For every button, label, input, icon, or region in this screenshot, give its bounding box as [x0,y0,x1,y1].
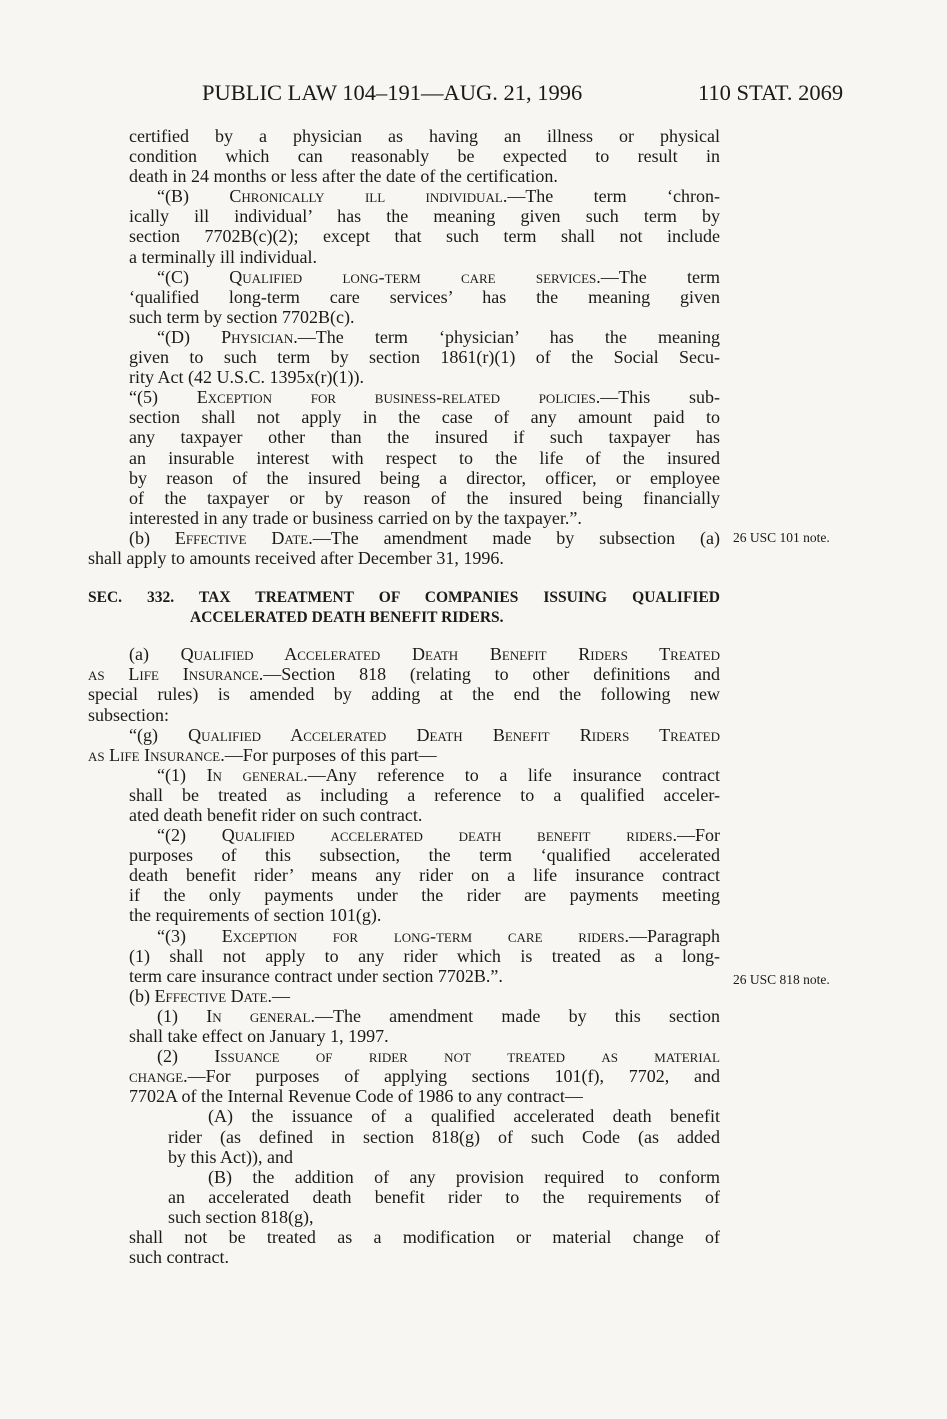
text-run: .—The term [596,266,720,287]
text-line: death benefit rider’ means any rider on a life insurance contract [129,865,720,886]
closing-paragraph [88,1227,720,1267]
text-line: by reason of the insured being a director, officer, or employee [129,467,720,488]
enum: “(g) [129,724,189,745]
text-line: (A) the issuance of a qualified accelerated death benefit [208,1106,720,1127]
text-run: .—Paragraph [624,925,720,946]
subsection-heading: Chronically ill individual [229,186,503,207]
subsection-heading: Exception for business-related policies [196,387,596,408]
text-line [129,825,720,845]
subsection-heading: Issuance of rider not treated as material [214,1046,720,1067]
text-line [88,528,720,548]
text-run: .—Any reference to a life insurance contract [303,764,720,785]
subsection-heading: Effective Date [174,527,309,548]
paragraph-g3-exception [88,926,720,986]
text-line: death in 24 months or less after the date of the certification. [129,166,558,187]
text-line: shall be treated as including a reference to a qualified acceler- [129,784,720,805]
text-line: such section 818(g), [168,1206,314,1227]
text-line [88,1006,720,1026]
subsection-heading: change [129,1066,184,1087]
text-line: section shall not apply in the case of any amount paid to [129,407,720,428]
text-line: by this Act)), and [168,1146,293,1167]
text-line: of the taxpayer or by reason of the insured being financially [129,487,720,508]
main-text [88,126,720,1267]
text-line: an insurable interest with respect to the life of the insured [129,447,720,468]
subparagraph-B [88,1167,720,1227]
text-line [88,664,720,684]
text-line: an accelerated death benefit rider to the requirements of [168,1186,720,1207]
text-line [129,986,720,1006]
text-line: certified by a physician as having an illness or physical [129,126,720,146]
text-line [129,267,720,287]
enum: (b) [129,527,175,548]
text-line: 7702A of the Internal Revenue Code of 1986 to any contract— [129,1086,583,1107]
text-line: if the only payments under the rider are payments meeting [129,885,720,906]
spacer [88,628,720,644]
subsection-heading: Qualified Accelerated Death Benefit Riders Treated [188,724,720,745]
subsection-heading: Qualified long-term care services [229,266,597,287]
paragraph-g-riders [88,725,720,765]
text-line: any taxpayer other than the insured if such taxpayer has [129,427,720,448]
text-line [129,186,720,206]
text-line: condition which can reasonably be expected to result in [129,146,720,167]
paragraph-a-riders [88,644,720,724]
paragraph-g2-qualified-riders [88,825,720,925]
spacer [88,568,720,588]
text-line [88,725,720,745]
text-line: ically ill individual’ has the meaning given such term by [129,206,720,227]
section-heading-line: SEC. 332. TAX TREATMENT OF COMPANIES ISSUING QUALIFIED [88,589,720,607]
text-line: rity Act (42 U.S.C. 1395x(r)(1)). [129,367,364,388]
margin-note-818: 26 USC 818 note. [733,972,830,987]
enum: (2) [157,1046,215,1067]
text-line: interested in any trade or business carried on by the taxpayer.”. [129,507,582,528]
text-line: ‘qualified long-term care services’ has the meaning given [129,286,720,307]
subsection-heading: as Life Insurance [88,744,221,765]
paragraph-g1-in-general [88,765,720,825]
continuation-paragraph [88,126,720,186]
enum: “(2) [157,825,222,846]
text-line [88,1066,720,1086]
text-line [129,387,720,407]
subsection-heading: Physician [221,326,294,347]
paragraph-C-long-term-care [88,267,720,327]
text-line: the requirements of section 101(g). [129,905,382,926]
text-line: rider (as defined in section 818(g) of such Code (as added [168,1126,720,1147]
subsection-heading: Qualified Accelerated Death Benefit Riders Treated [180,644,720,665]
section-heading-line: ACCELERATED DEATH BENEFIT RIDERS. [190,609,504,627]
text-line [88,644,720,664]
paragraph-b1-in-general [88,1006,720,1046]
section-heading [88,588,720,628]
text-line: purposes of this subsection, the term ‘qualified accelerated [129,845,720,866]
enum: “(5) [129,387,197,408]
text-line [129,327,720,347]
subparagraph-A [88,1106,720,1166]
text-run: .—The amendment made by this section [310,1005,720,1026]
subsection-heading: Effective Date [154,985,268,1006]
text-run: .— [267,985,290,1006]
text-line: (1) shall not apply to any rider which is treated as a long- [129,945,720,966]
subsection-heading: as Life Insurance [88,664,259,685]
text-line [129,765,720,785]
subsection-heading: Exception for long-term care riders [221,925,625,946]
enum: “(1) [157,764,207,785]
paragraph-b-effective-date [88,528,720,568]
text-run: .—For purposes of this part— [220,744,437,765]
text-line: such contract. [129,1247,229,1268]
text-line: a terminally ill individual. [129,246,317,267]
paragraph-b2-issuance [88,1046,720,1106]
text-line [88,1046,720,1066]
enum: “(B) [157,186,230,207]
text-run: .—Section 818 (relating to other definitions and [258,664,720,685]
text-line: term care insurance contract under section 7702B.”. [129,965,503,986]
enum: “(C) [157,266,230,287]
margin-note-101: 26 USC 101 note. [733,530,830,545]
text-line: shall take effect on January 1, 1997. [129,1026,389,1047]
subsection-heading: Qualified accelerated death benefit riders [221,825,673,846]
text-run: .—For purposes of applying sections 101(f), 7702, and [183,1066,720,1087]
enum: “(D) [157,326,222,347]
text-line [88,745,720,765]
subsection-heading: In general [206,1005,311,1026]
text-line: special rules) is amended by adding at the end the following new [88,684,720,705]
enum: (1) [157,1005,207,1026]
subsection-heading: In general [206,764,304,785]
enum: “(3) [157,925,222,946]
text-run: .—The amendment made by subsection (a) [308,527,720,548]
paragraph-D-physician [88,327,720,387]
text-run: .—This sub- [595,387,721,408]
enum: (b) [129,985,155,1006]
text-run: .—The term ‘physician’ has the meaning [293,326,720,347]
page-number: 110 STAT. 2069 [698,80,844,105]
text-line [129,926,720,946]
text-line: given to such term by section 1861(r)(1) of the Social Secu- [129,347,720,368]
text-run: .—The term ‘chron- [502,186,721,207]
text-line: shall apply to amounts received after December 31, 1996. [88,547,504,568]
paragraph-5-business-policies [88,387,720,407]
running-header-left: PUBLIC LAW 104–191—AUG. 21, 1996 [202,80,583,105]
paragraph-B-chronically-ill [88,186,720,266]
text-line: section 7702B(c)(2); except that such term shall not include [129,226,720,247]
text-line: such term by section 7702B(c). [129,306,355,327]
text-line: (B) the addition of any provision required to conform [208,1166,720,1187]
text-line: subsection: [88,704,169,725]
paragraph-5-body [47,407,720,528]
text-line: ated death benefit rider on such contract. [129,805,423,825]
paragraph-b-effective-date-2 [88,986,720,1006]
text-line: shall not be treated as a modification or material change of [129,1226,720,1247]
enum: (a) [129,644,181,665]
text-run: .—For [672,825,720,846]
